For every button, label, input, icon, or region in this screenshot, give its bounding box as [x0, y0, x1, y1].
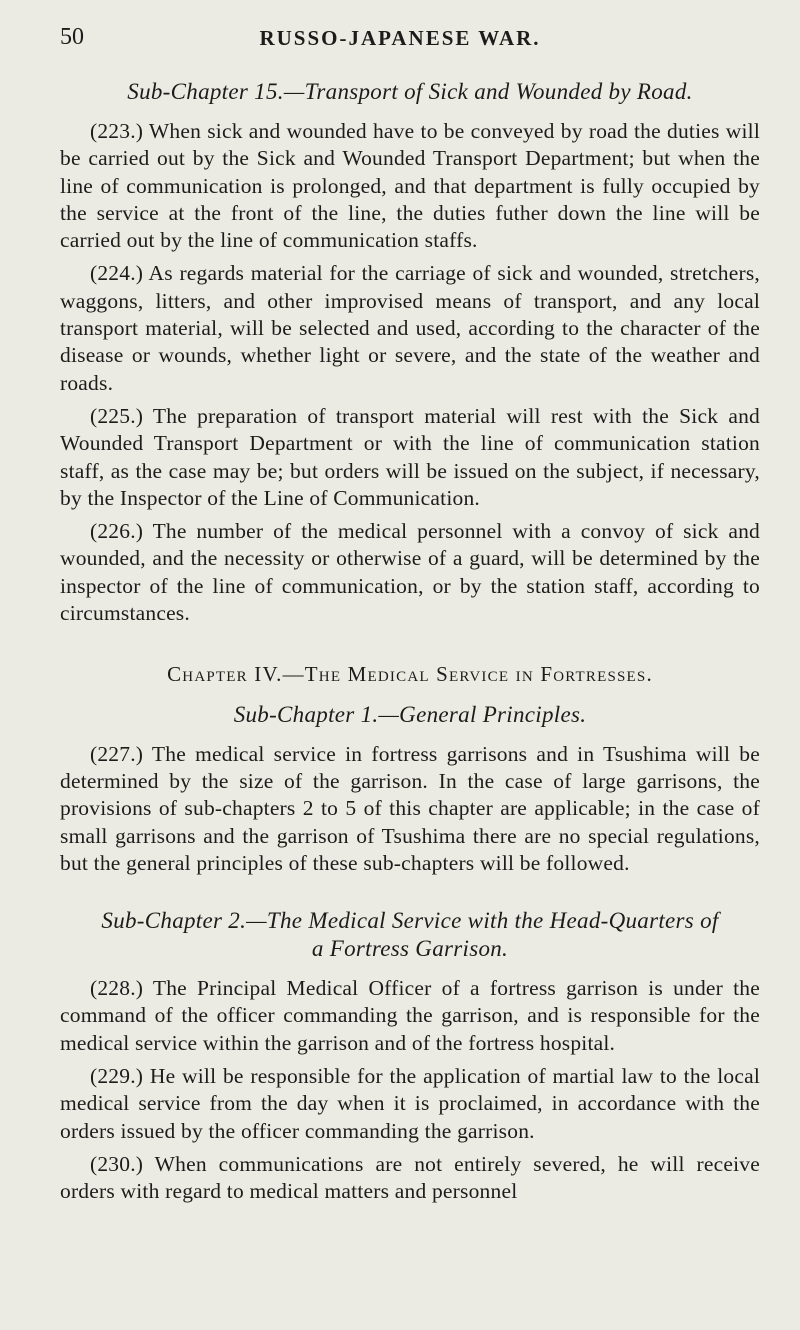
subchapter-1-title: Sub-Chapter 1.—General Principles. [233, 701, 587, 727]
paragraph-230: (230.) When communications are not entirely severed, he will receive orders with regard to medical matters and personnel [60, 1151, 760, 1204]
paragraph-223: (223.) When sick and wounded have to be conveyed by road the duties will be carried out by the Sick and Wounded Transport Department; but when the line of communication is prolonged, and that department is fully occupied by the service at the front of the line, the duties futher down the line will be carried out by the line of communication staffs. [60, 119, 760, 253]
paragraph-228: (228.) The Principal Medical Officer of a fortress garrison is under the command of the officer commanding the garrison, and is responsible for the medical service within the garrison and of the fortress hospital. [60, 976, 760, 1055]
page-body [60, 78, 760, 1206]
subchapter-2-title-line2: a Fortress Garrison. [311, 936, 509, 962]
paragraph-229: (229.) He will be responsible for the application of martial law to the local medical service from the day when it is proclaimed, in accordance with the orders issued by the officer commanding the garrison. [60, 1064, 760, 1143]
paragraph-226: (226.) The number of the medical personnel with a convoy of sick and wounded, and the necessity or otherwise of a guard, will be determined by the inspector of the line of communication, or by the station staff, according to circumstances. [60, 519, 760, 626]
page-header [60, 24, 740, 58]
paragraph-227: (227.) The medical service in fortress garrisons and in Tsushima will be determined by the size of the garrison. In the case of large garrisons, the provisions of sub-chapters 2 to 5 of this chapter are applicable; in the case of small garrisons and the garrison of Tsushima there are no special regulations, but the general principles of these sub-chapters will be followed. [60, 741, 760, 875]
page-number: 50 [60, 24, 84, 50]
subchapter-2-title-line1: Sub-Chapter 2.—The Medical Service with the Head-Quarters of [101, 908, 719, 934]
running-head: RUSSO-JAPANESE WAR. [259, 26, 541, 50]
paragraph-225: (225.) The preparation of transport material will rest with the Sick and Wounded Transport Department or with the line of communication station staff, as the case may be; but orders will be issued on the subject, if necessary, by the Inspector of the Line of Communication. [60, 403, 760, 510]
chapter-4-title: Chapter IV.—The Medical Service in Fortresses. [167, 662, 653, 687]
subchapter-15-title: Sub-Chapter 15.—Transport of Sick and Wounded by Road. [127, 79, 693, 104]
subchapter-2-title [60, 907, 760, 963]
paragraph-224: (224.) As regards material for the carriage of sick and wounded, stretchers, waggons, litters, and other improvised means of transport, and any local transport material, will be selected and used, according to the character of the disease or wounds, whether light or severe, and the state of the weather and roads. [60, 261, 760, 395]
